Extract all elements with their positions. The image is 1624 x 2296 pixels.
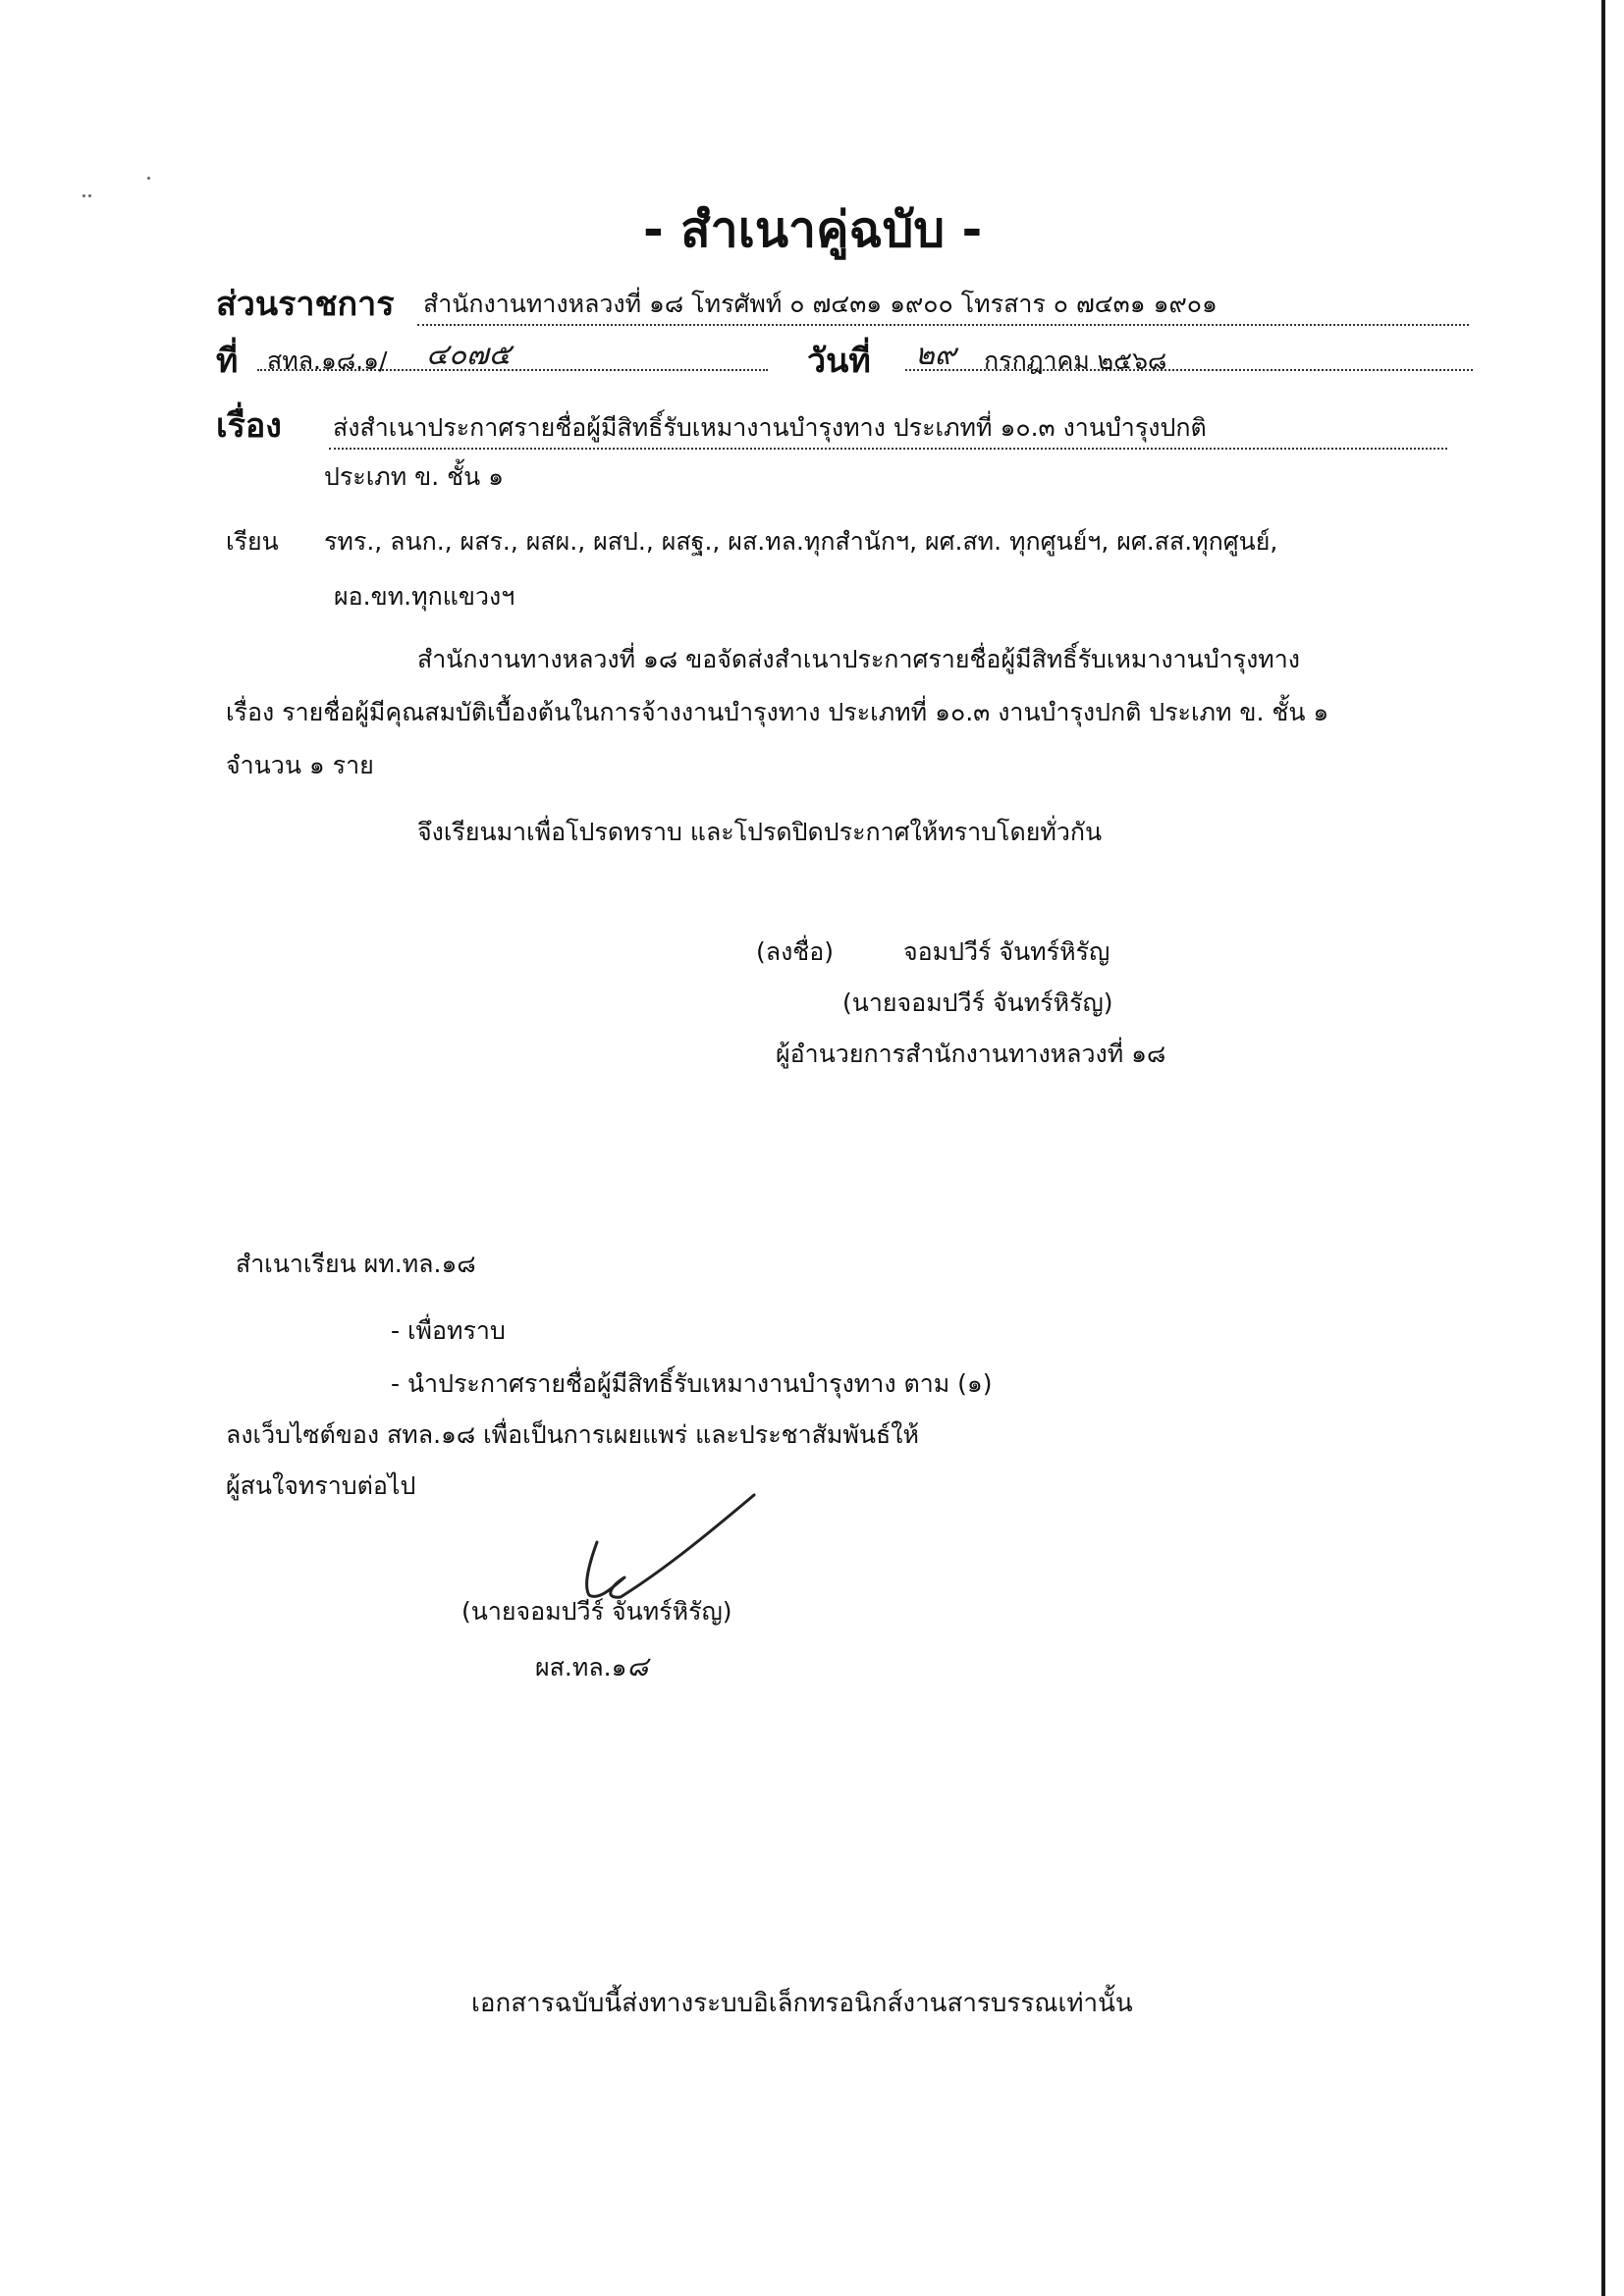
subject-line-1: ส่งสำเนาประกาศรายชื่อผู้มีสิทธิ์รับเหมางานบำรุงทาง ประเภทที่ ๑๐.๓ งานบำรุงปกติ [329, 408, 1447, 450]
scan-speck [147, 177, 150, 180]
signed-name: จอมปวีร์ จันทร์หิรัญ [903, 937, 1110, 966]
agency-value: สำนักงานทางหลวงที่ ๑๘ โทรศัพท์ ๐ ๗๔๓๑ ๑๙๐๐ โทรสาร ๐ ๗๔๓๑ ๑๙๐๑ [417, 285, 1469, 326]
signer-full-name: (นายจอมปวีร์ จันทร์หิรัญ) [842, 988, 1113, 1017]
handwritten-signature [569, 1477, 776, 1610]
scan-speck [82, 194, 85, 197]
scan-speck [88, 194, 91, 197]
date-day-handwritten: ๒๙ [915, 338, 956, 372]
body-para2: จึงเรียนมาเพื่อโปรดทราบ และโปรดปิดประกาศให้ทราบโดยทั่วกัน [417, 818, 1103, 846]
footer-note: เอกสารฉบับนี้ส่งทางระบบอิเล็กทรอนิกส์งานสารบรรณเท่านั้น [471, 1989, 1133, 2018]
doc-number-label: ที่ [216, 342, 239, 381]
body-para1-line1: สำนักงานทางหลวงที่ ๑๘ ขอจัดส่งสำเนาประกาศรายชื่อผู้มีสิทธิ์รับเหมางานบำรุงทาง [417, 645, 1301, 673]
copy-line-3: ลงเว็บไซต์ของ สทล.๑๘ เพื่อเป็นการเผยแพร่ และประชาสัมพันธ์ให้ [226, 1420, 919, 1449]
copy-line-4: ผู้สนใจทราบต่อไป [226, 1471, 416, 1500]
doc-number-field [257, 336, 768, 375]
copy-signer-name: (นายจอมปวีร์ จันทร์หิรัญ) [461, 1597, 732, 1626]
to-line-1: รทร., ลนก., ผสร., ผสผ., ผสป., ผสฐ., ผส.ทล.ทุกสำนักฯ, ผศ.สท. ทุกศูนย์ฯ, ผศ.สส.ทุกศูนย์, [324, 527, 1278, 556]
agency-label: ส่วนราชการ [216, 285, 395, 324]
copy-item-2: - นำประกาศรายชื่อผู้มีสิทธิ์รับเหมางานบำรุงทาง ตาม (๑) [391, 1369, 993, 1398]
document-title: - สำเนาคู่ฉบับ - [643, 201, 983, 258]
body-para1-line3: จำนวน ๑ ราย [226, 751, 374, 779]
signed-label: (ลงชื่อ) [756, 937, 835, 966]
copy-to: สำเนาเรียน ผท.ทล.๑๘ [236, 1250, 476, 1278]
copy-signer-position [535, 1645, 648, 1688]
subject-line-2: ประเภท ข. ชั้น ๑ [324, 462, 505, 491]
doc-number-prefix: สทล.๑๘.๑/ [267, 347, 388, 375]
copy-signer-position-prefix: ผส.ทล.๑ [535, 1653, 627, 1682]
date-month-year: กรกฎาคม ๒๕๖๘ [984, 347, 1167, 375]
to-label: เรียน [226, 527, 279, 556]
signer-position: ผู้อำนวยการสำนักงานทางหลวงที่ ๑๘ [776, 1040, 1166, 1068]
date-field [905, 336, 1473, 375]
to-line-2: ผอ.ขท.ทุกแขวงฯ [334, 582, 515, 611]
copy-signer-position-handwritten: ๘ [626, 1650, 649, 1682]
subject-label: เรื่อง [216, 406, 282, 446]
body-para1-line2: เรื่อง รายชื่อผู้มีคุณสมบัติเบื้องต้นในการจ้างงานบำรุงทาง ประเภทที่ ๑๐.๓ งานบำรุงปกติ ประเภท ข. ชั้น ๑ [226, 698, 1329, 726]
scan-edge-line [1601, 0, 1605, 2296]
doc-number-handwritten: ๔๐๗๕ [426, 338, 512, 372]
date-label: วันที่ [807, 342, 871, 381]
copy-item-1: - เพื่อทราบ [391, 1316, 506, 1345]
